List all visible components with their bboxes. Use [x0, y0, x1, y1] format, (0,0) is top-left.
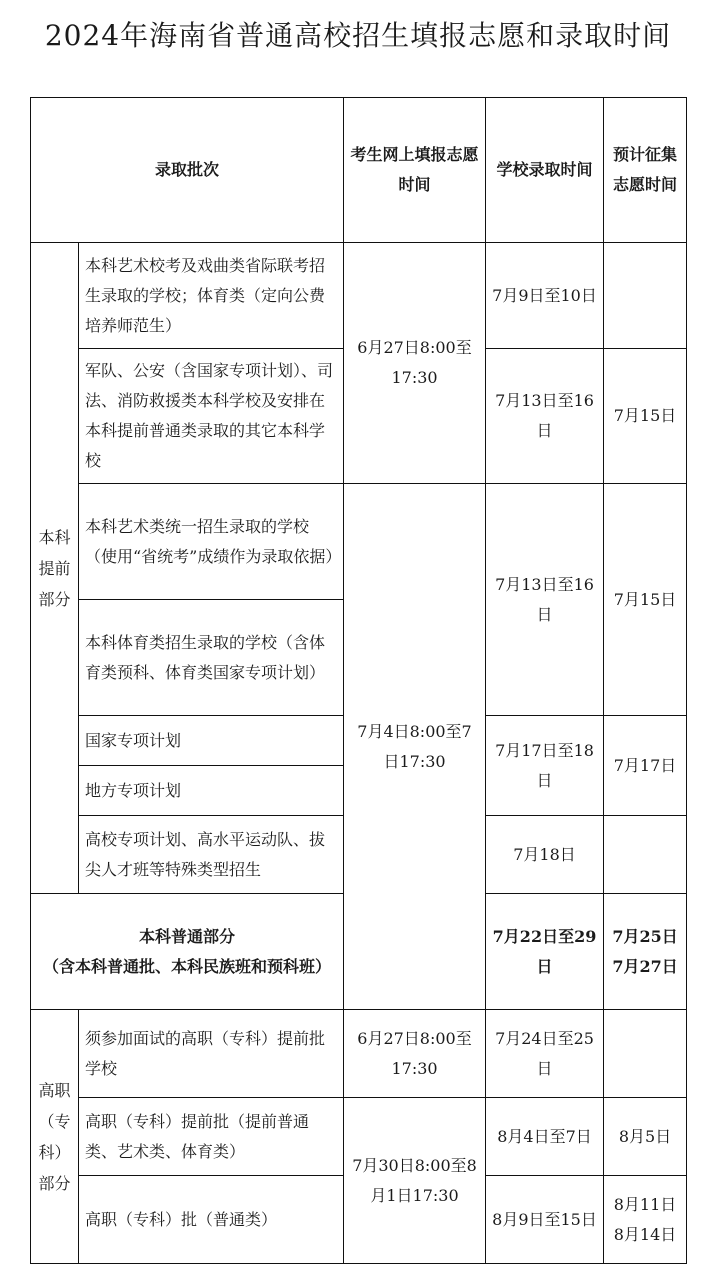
solicit-time-cell — [604, 243, 687, 349]
admission-time-cell: 7月9日至10日 — [486, 243, 604, 349]
header-admission-time: 学校录取时间 — [486, 98, 604, 243]
table-row — [31, 243, 687, 349]
header-solicit-time-line: 志愿时间 — [613, 175, 678, 194]
table-row — [31, 484, 687, 600]
solicit-line: 7月27日 — [612, 956, 678, 976]
header-fill-time — [344, 98, 486, 243]
header-fill-time-line: 时间 — [398, 175, 431, 194]
solicit-line: 8月11日 — [613, 1194, 677, 1214]
solicit-time-cell — [604, 894, 687, 1010]
section-label-line: 本科 — [38, 527, 71, 547]
batch-cell: 高职（专科）批（普通类） — [79, 1176, 344, 1264]
solicit-time-cell — [604, 1010, 687, 1098]
fill-time-cell: 6月27日8:00至17:30 — [344, 243, 486, 484]
section-label-line: 提前 — [38, 558, 71, 578]
batch-cell-regular-undergraduate — [31, 894, 344, 1010]
admission-time-cell: 7月18日 — [486, 816, 604, 894]
table-row — [31, 1098, 687, 1176]
header-batch: 录取批次 — [31, 98, 344, 243]
batch-cell: 地方专项计划 — [79, 766, 344, 816]
section-label-line: 科） — [38, 1142, 71, 1162]
solicit-time-cell: 7月15日 — [604, 484, 687, 716]
section-label-line: 部分 — [38, 1173, 71, 1193]
solicit-time-cell — [604, 816, 687, 894]
section-label-line: （专 — [38, 1111, 71, 1131]
batch-cell: 国家专项计划 — [79, 716, 344, 766]
batch-line: （含本科普通批、本科民族班和预科班） — [43, 956, 332, 976]
batch-cell: 本科艺术类统一招生录取的学校（使用“省统考”成绩作为录取依据） — [79, 484, 344, 600]
section-vocational — [31, 1010, 79, 1264]
fill-time-cell: 7月4日8:00至7日17:30 — [344, 484, 486, 1010]
page-title: 2024年海南省普通高校招生填报志愿和录取时间 — [44, 19, 672, 52]
header-solicit-time-line: 预计征集 — [613, 145, 678, 164]
admission-time-cell: 7月13日至16日 — [486, 349, 604, 484]
batch-cell: 高校专项计划、高水平运动队、拔尖人才班等特殊类型招生 — [79, 816, 344, 894]
solicit-line: 8月14日 — [613, 1224, 677, 1244]
batch-cell: 本科艺术校考及戏曲类省际联考招生录取的学校；体育类（定向公费培养师范生） — [79, 243, 344, 349]
batch-cell: 须参加面试的高职（专科）提前批学校 — [79, 1010, 344, 1098]
solicit-time-cell: 7月17日 — [604, 716, 687, 816]
section-early-undergraduate — [31, 243, 79, 894]
solicit-time-cell: 8月5日 — [604, 1098, 687, 1176]
fill-time-cell: 6月27日8:00至17:30 — [344, 1010, 486, 1098]
header-solicit-time — [604, 98, 687, 243]
solicit-line: 7月25日 — [612, 926, 678, 946]
batch-cell: 高职（专科）提前批（提前普通类、艺术类、体育类） — [79, 1098, 344, 1176]
header-fill-time-line: 考生网上填报志愿 — [350, 145, 479, 164]
section-label-line: 高职 — [38, 1080, 71, 1100]
admission-time-cell: 8月9日至15日 — [486, 1176, 604, 1264]
table-row — [31, 1010, 687, 1098]
admission-time-cell: 7月17日至18日 — [486, 716, 604, 816]
solicit-time-cell — [604, 1176, 687, 1264]
admission-time-cell: 8月4日至7日 — [486, 1098, 604, 1176]
section-label-line: 部分 — [38, 589, 71, 609]
batch-cell: 本科体育类招生录取的学校（含体育类预科、体育类国家专项计划） — [79, 600, 344, 716]
admission-time-cell: 7月13日至16日 — [486, 484, 604, 716]
batch-line: 本科普通部分 — [139, 926, 236, 946]
solicit-time-cell: 7月15日 — [604, 349, 687, 484]
admission-time-cell: 7月22日至29日 — [486, 894, 604, 1010]
admission-time-cell: 7月24日至25日 — [486, 1010, 604, 1098]
fill-time-cell: 7月30日8:00至8月1日17:30 — [344, 1098, 486, 1264]
batch-cell: 军队、公安（含国家专项计划）、司法、消防救援类本科学校及安排在本科提前普通类录取的其它本科学校 — [79, 349, 344, 484]
admission-schedule-table — [30, 97, 687, 1264]
table-header-row — [31, 98, 687, 243]
